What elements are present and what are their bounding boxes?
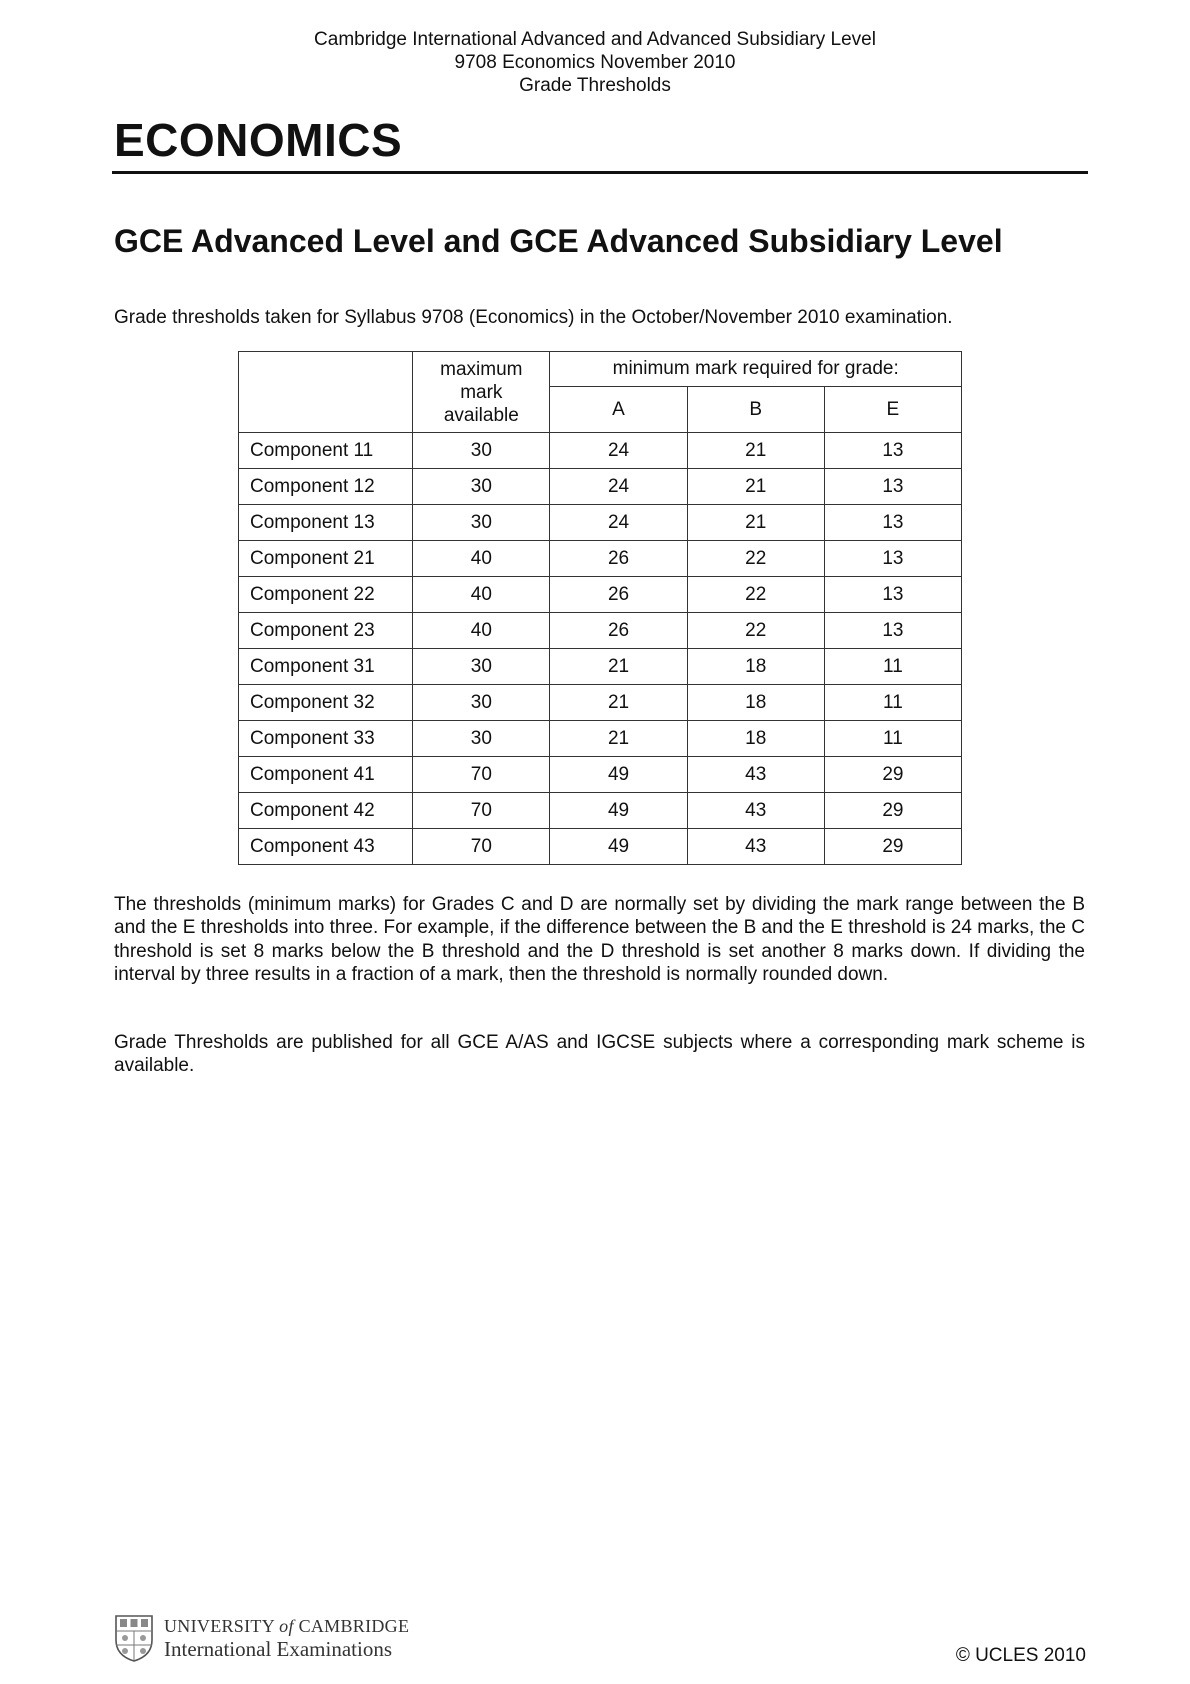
max-mark: 30 [413, 721, 550, 757]
grade-e-mark: 29 [824, 793, 961, 829]
grade-b-mark: 21 [687, 433, 824, 469]
max-mark: 70 [413, 793, 550, 829]
grade-a-mark: 49 [550, 757, 687, 793]
grade-threshold-table [238, 351, 962, 865]
max-mark: 40 [413, 541, 550, 577]
copyright: © UCLES 2010 [955, 1645, 1086, 1666]
grade-a-mark: 49 [550, 829, 687, 865]
subject-title: ECONOMICS [114, 114, 403, 166]
max-mark: 30 [413, 649, 550, 685]
grade-b-mark: 21 [687, 505, 824, 541]
grade-b-mark: 22 [687, 613, 824, 649]
grade-b-mark: 18 [687, 721, 824, 757]
table-row [239, 469, 962, 505]
table-row [239, 577, 962, 613]
grade-b-mark: 18 [687, 685, 824, 721]
max-mark: 30 [413, 685, 550, 721]
table-row [239, 685, 962, 721]
component-name: Component 43 [239, 829, 413, 865]
grade-e-mark: 13 [824, 577, 961, 613]
logo-text [164, 1615, 409, 1661]
grade-b-mark: 22 [687, 577, 824, 613]
grade-a-mark: 49 [550, 793, 687, 829]
title-divider [112, 171, 1088, 174]
grade-b-header: B [687, 387, 824, 433]
grade-a-mark: 21 [550, 721, 687, 757]
grade-a-mark: 24 [550, 505, 687, 541]
grade-e-mark: 13 [824, 433, 961, 469]
table-row [239, 829, 962, 865]
cambridge-crest-icon [114, 1614, 154, 1662]
grade-e-mark: 13 [824, 541, 961, 577]
grade-e-mark: 13 [824, 505, 961, 541]
grade-e-mark: 29 [824, 757, 961, 793]
table-row [239, 613, 962, 649]
grade-a-mark: 21 [550, 649, 687, 685]
cambridge-logo [114, 1613, 409, 1663]
table-row [239, 793, 962, 829]
header-line-1: Cambridge International Advanced and Advanced Subsidiary Level [314, 29, 876, 50]
table-row [239, 757, 962, 793]
page-header [0, 28, 1190, 97]
component-name: Component 41 [239, 757, 413, 793]
header-line-3: Grade Thresholds [519, 75, 671, 96]
component-name: Component 31 [239, 649, 413, 685]
grade-header: minimum mark required for grade: [550, 352, 962, 387]
table-row [239, 649, 962, 685]
intro-text: Grade thresholds taken for Syllabus 9708 (Economics) in the October/November 2010 examination. [114, 307, 953, 328]
grade-e-mark: 11 [824, 649, 961, 685]
grade-a-header: A [550, 387, 687, 433]
table-row [239, 541, 962, 577]
grade-a-mark: 26 [550, 577, 687, 613]
grade-b-mark: 18 [687, 649, 824, 685]
grade-b-mark: 22 [687, 541, 824, 577]
max-mark: 40 [413, 613, 550, 649]
component-name: Component 42 [239, 793, 413, 829]
table-row [239, 433, 962, 469]
component-name: Component 33 [239, 721, 413, 757]
grade-b-mark: 43 [687, 793, 824, 829]
component-name: Component 11 [239, 433, 413, 469]
grade-a-mark: 21 [550, 685, 687, 721]
logo-university-line: UNIVERSITY of CAMBRIDGE [164, 1616, 410, 1636]
component-name: Component 12 [239, 469, 413, 505]
max-mark: 30 [413, 469, 550, 505]
grade-a-mark: 26 [550, 541, 687, 577]
max-mark-header: maximum mark available [413, 352, 550, 433]
grade-e-mark: 13 [824, 613, 961, 649]
table-row [239, 505, 962, 541]
publication-note: Grade Thresholds are published for all GCE A/AS and IGCSE subjects where a corresponding mark scheme is available. [114, 1032, 1085, 1077]
table-row [239, 721, 962, 757]
grade-a-mark: 26 [550, 613, 687, 649]
component-header-cell [239, 352, 413, 433]
grade-a-mark: 24 [550, 433, 687, 469]
grade-c-d-explanation: The thresholds (minimum marks) for Grades C and D are normally set by dividing the mark range between the B and the E thresholds into three. For example, if the difference between the B and the E threshold is 24 marks, the C threshold is set 8 marks below the B threshold and the D threshold is set another 8 marks down. If dividing the interval by three results in a fraction of a mark, then the threshold is normally rounded down. [114, 894, 1085, 985]
component-name: Component 32 [239, 685, 413, 721]
grade-e-mark: 13 [824, 469, 961, 505]
max-mark: 70 [413, 829, 550, 865]
component-name: Component 22 [239, 577, 413, 613]
grade-e-mark: 29 [824, 829, 961, 865]
max-mark: 30 [413, 433, 550, 469]
grade-e-mark: 11 [824, 685, 961, 721]
max-mark: 40 [413, 577, 550, 613]
logo-examinations-line: International Examinations [164, 1637, 393, 1661]
level-heading: GCE Advanced Level and GCE Advanced Subsidiary Level [114, 223, 1003, 259]
component-name: Component 23 [239, 613, 413, 649]
max-mark: 70 [413, 757, 550, 793]
grade-e-header: E [824, 387, 961, 433]
component-name: Component 13 [239, 505, 413, 541]
component-name: Component 21 [239, 541, 413, 577]
grade-b-mark: 21 [687, 469, 824, 505]
max-mark: 30 [413, 505, 550, 541]
header-line-2: 9708 Economics November 2010 [454, 52, 736, 73]
grade-a-mark: 24 [550, 469, 687, 505]
grade-b-mark: 43 [687, 757, 824, 793]
grade-e-mark: 11 [824, 721, 961, 757]
grade-b-mark: 43 [687, 829, 824, 865]
